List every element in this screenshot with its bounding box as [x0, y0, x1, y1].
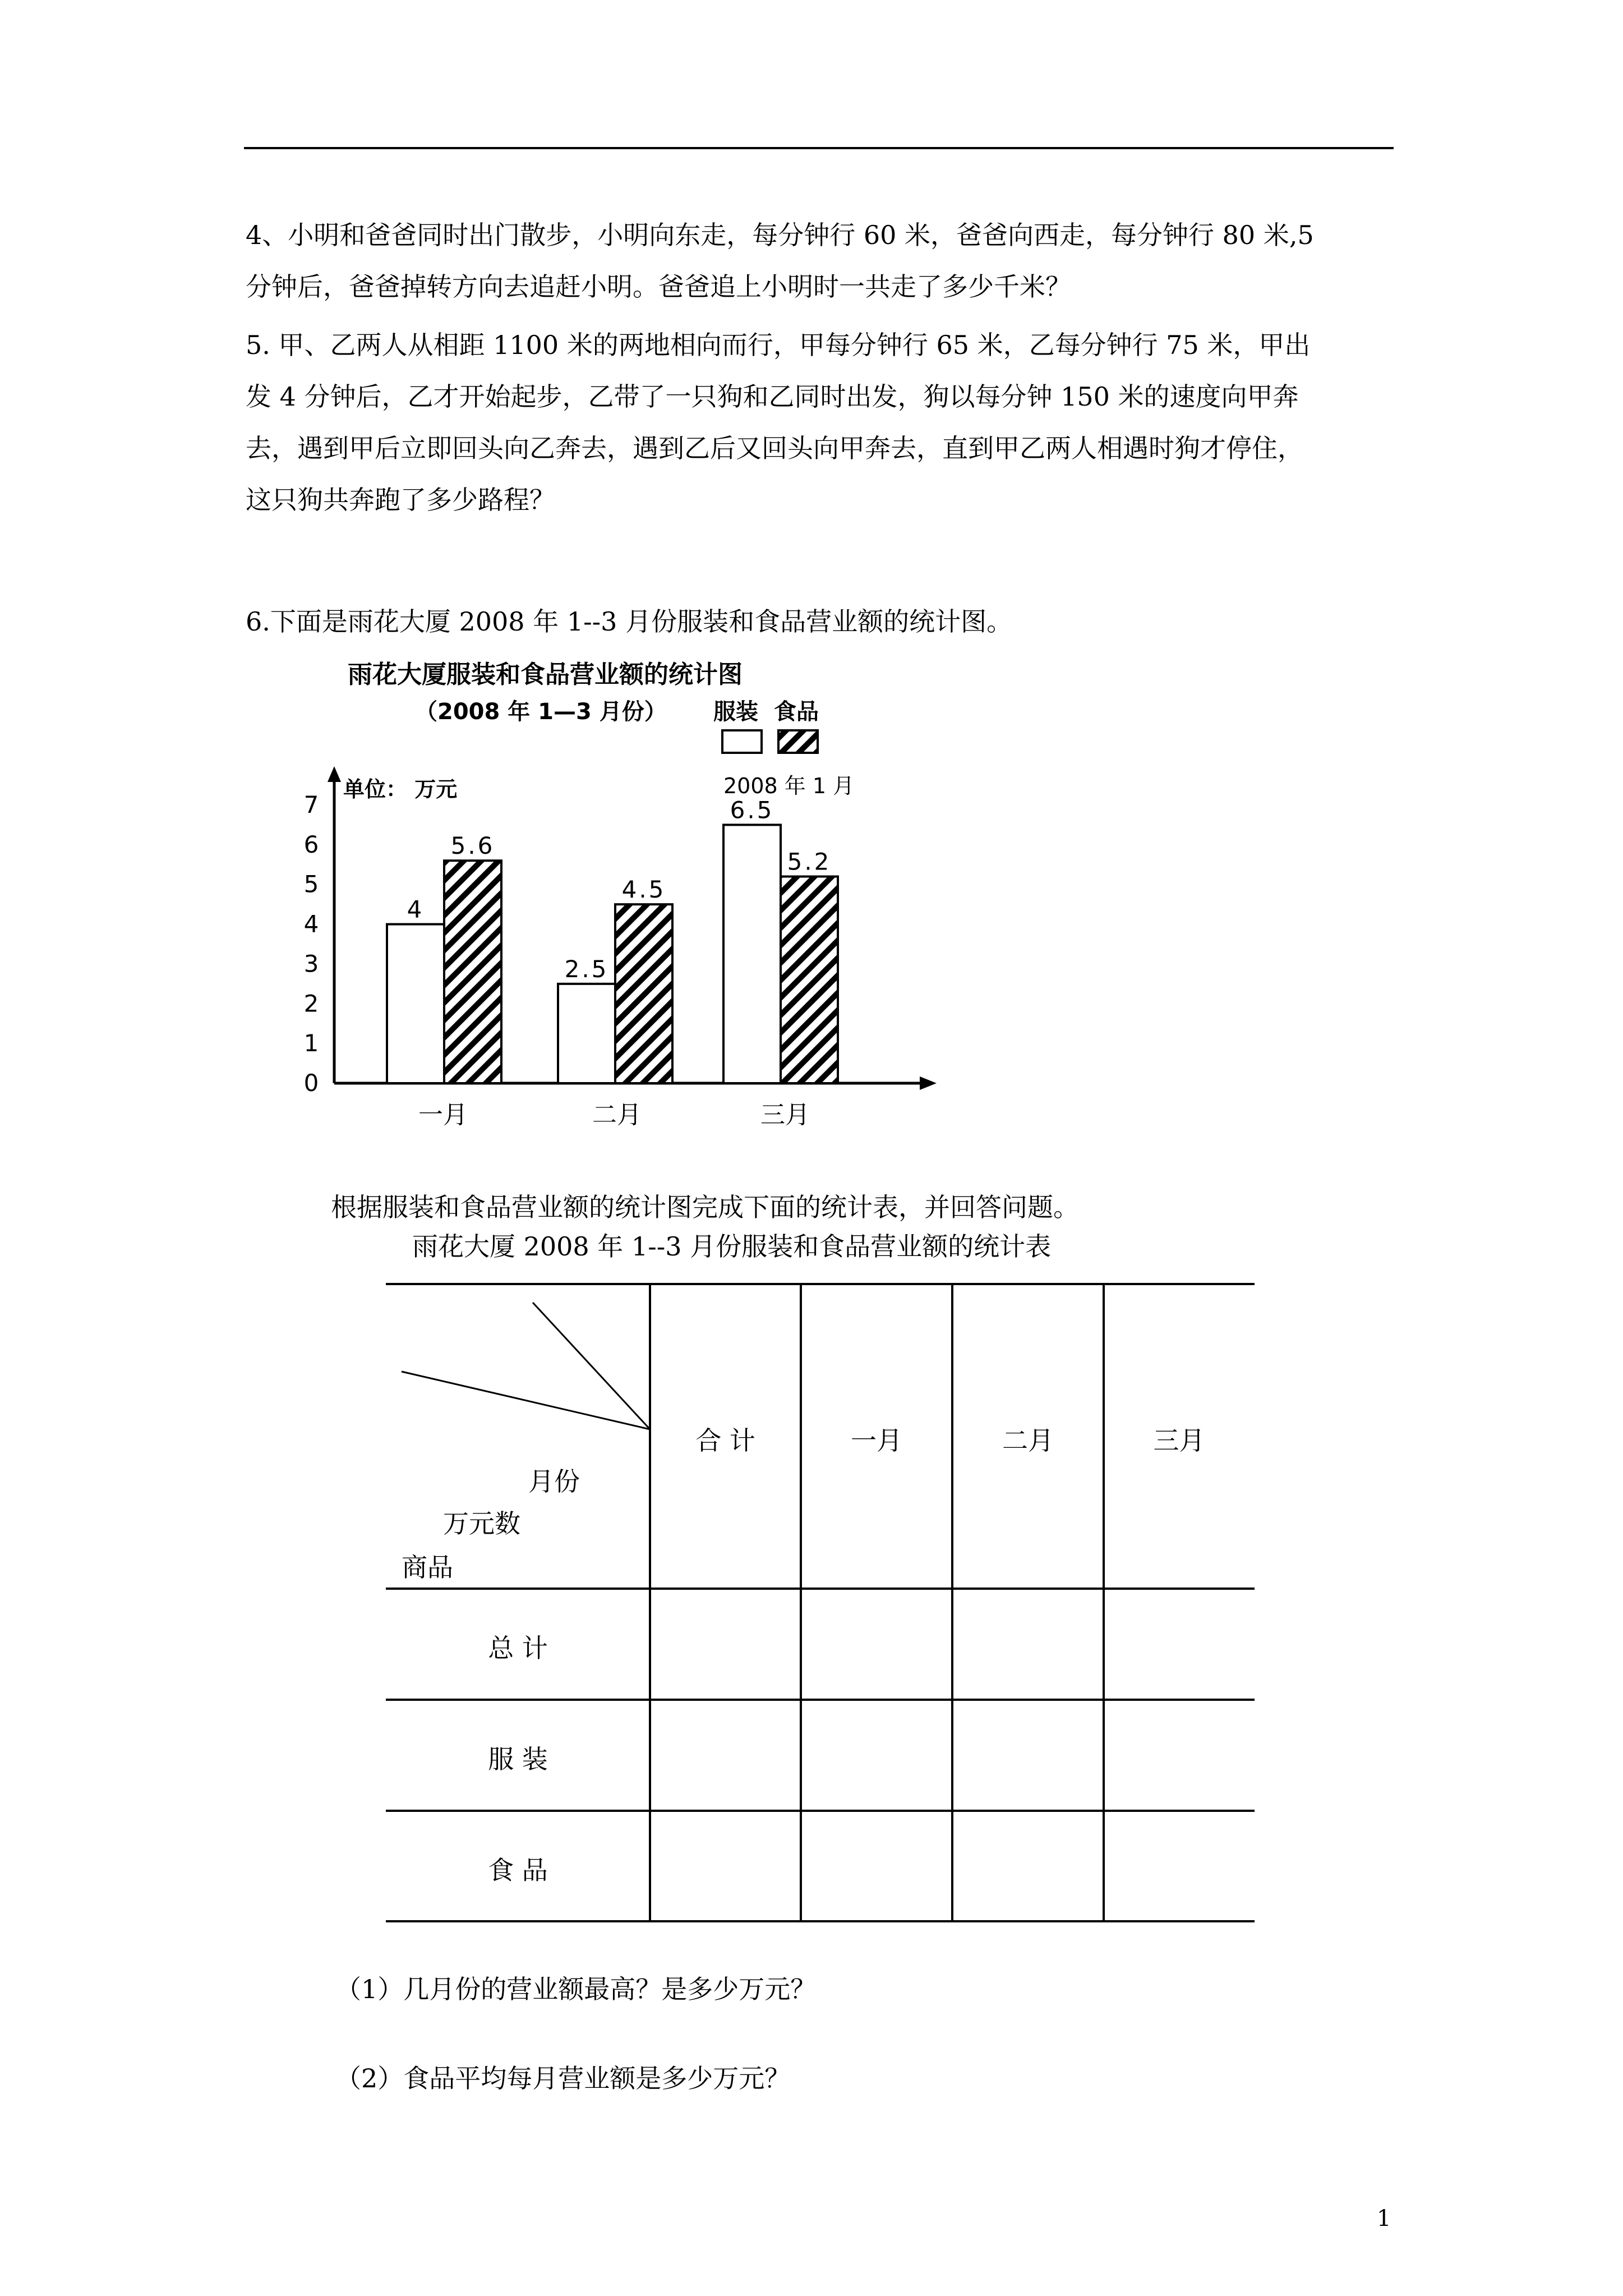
chart-title: 雨花大厦服装和食品营业额的统计图 [348, 660, 743, 689]
question-4-line-2: 分钟后，爸爸掉转方向去追赶小明。爸爸追上小明时一共走了多少千米？ [246, 272, 1071, 302]
y-tick-label-1: 1 [303, 1029, 319, 1057]
header-corner-amount: 万元数 [443, 1508, 520, 1539]
sub-question-2: （2）食品平均每月营业额是多少万元？ [335, 2063, 791, 2093]
column-header-january: 一月 [851, 1425, 902, 1456]
question-5-line-4: 这只狗共奔跑了多少路程？ [246, 485, 555, 515]
y-tick-label-4: 4 [303, 910, 319, 938]
question-5-line-2: 发 4 分钟后，乙才开始起步，乙带了一只狗和乙同时出发，狗以每分钟 150 米的速度向甲奔 [246, 381, 1299, 412]
category-label-2: 二月 [592, 1101, 642, 1129]
page-number: 1 [1377, 2206, 1391, 2231]
category-label-3: 三月 [760, 1101, 810, 1129]
question-4-line-1: 4、小明和爸爸同时出门散步，小明向东走，每分钟行 60 米，爸爸向西走，每分钟行 80 米,5 [246, 220, 1314, 250]
legend-label-clothing: 服装 [713, 699, 758, 725]
y-tick-label-5: 5 [303, 870, 319, 898]
chart-subtitle: （2008 年 1—3 月份） [415, 699, 667, 725]
data-label-clothing-3: 6.5 [730, 796, 774, 824]
data-label-food-3: 5.2 [787, 848, 832, 876]
sub-question-1: （1）几月份的营业额最高？是多少万元？ [335, 1974, 817, 2004]
question-5-line-3: 去，遇到甲后立即回头向乙奔去，遇到乙后又回头向甲奔去，直到甲乙两人相遇时狗才停住， [246, 433, 1303, 463]
y-tick-label-2: 2 [303, 990, 319, 1018]
header-corner-month: 月份 [528, 1466, 580, 1497]
question-5-line-1: 5. 甲、乙两人从相距 1100 米的两地相向而行，甲每分钟行 65 米，乙每分钟行 75 米，甲出 [246, 330, 1311, 360]
question-6-intro: 6.下面是雨花大厦 2008 年 1--3 月份服装和食品营业额的统计图。 [246, 606, 1013, 637]
unit-label: 单位： 万元 [343, 777, 458, 802]
y-tick-label-6: 6 [303, 830, 319, 858]
data-label-clothing-2: 2.5 [564, 955, 609, 983]
y-tick-label-7: 7 [303, 791, 319, 818]
y-tick-label-0: 0 [303, 1069, 319, 1097]
header-diagonal-2 [402, 1372, 650, 1429]
question-6-instruction: 根据服装和食品营业额的统计图完成下面的统计表，并回答问题。 [331, 1192, 1079, 1222]
data-label-food-2: 4.5 [621, 876, 666, 904]
header-diagonal-1 [533, 1303, 650, 1429]
table-title: 雨花大厦 2008 年 1--3 月份服装和食品营业额的统计表 [412, 1231, 1052, 1262]
category-label-1: 一月 [418, 1101, 468, 1129]
row-header-food: 食 品 [488, 1855, 548, 1885]
y-tick-label-3: 3 [303, 950, 319, 978]
legend-date: 2008 年 1 月 [723, 774, 855, 798]
column-header-total: 合 计 [695, 1425, 755, 1456]
row-header-clothing: 服 装 [488, 1744, 548, 1774]
column-header-february: 二月 [1002, 1425, 1054, 1456]
column-header-march: 三月 [1153, 1425, 1205, 1456]
data-label-food-1: 5.6 [450, 832, 495, 860]
legend-label-food: 食品 [774, 699, 819, 725]
row-header-total: 总 计 [488, 1633, 548, 1663]
data-label-clothing-1: 4 [407, 895, 425, 923]
header-corner-goods: 商品 [402, 1552, 453, 1582]
